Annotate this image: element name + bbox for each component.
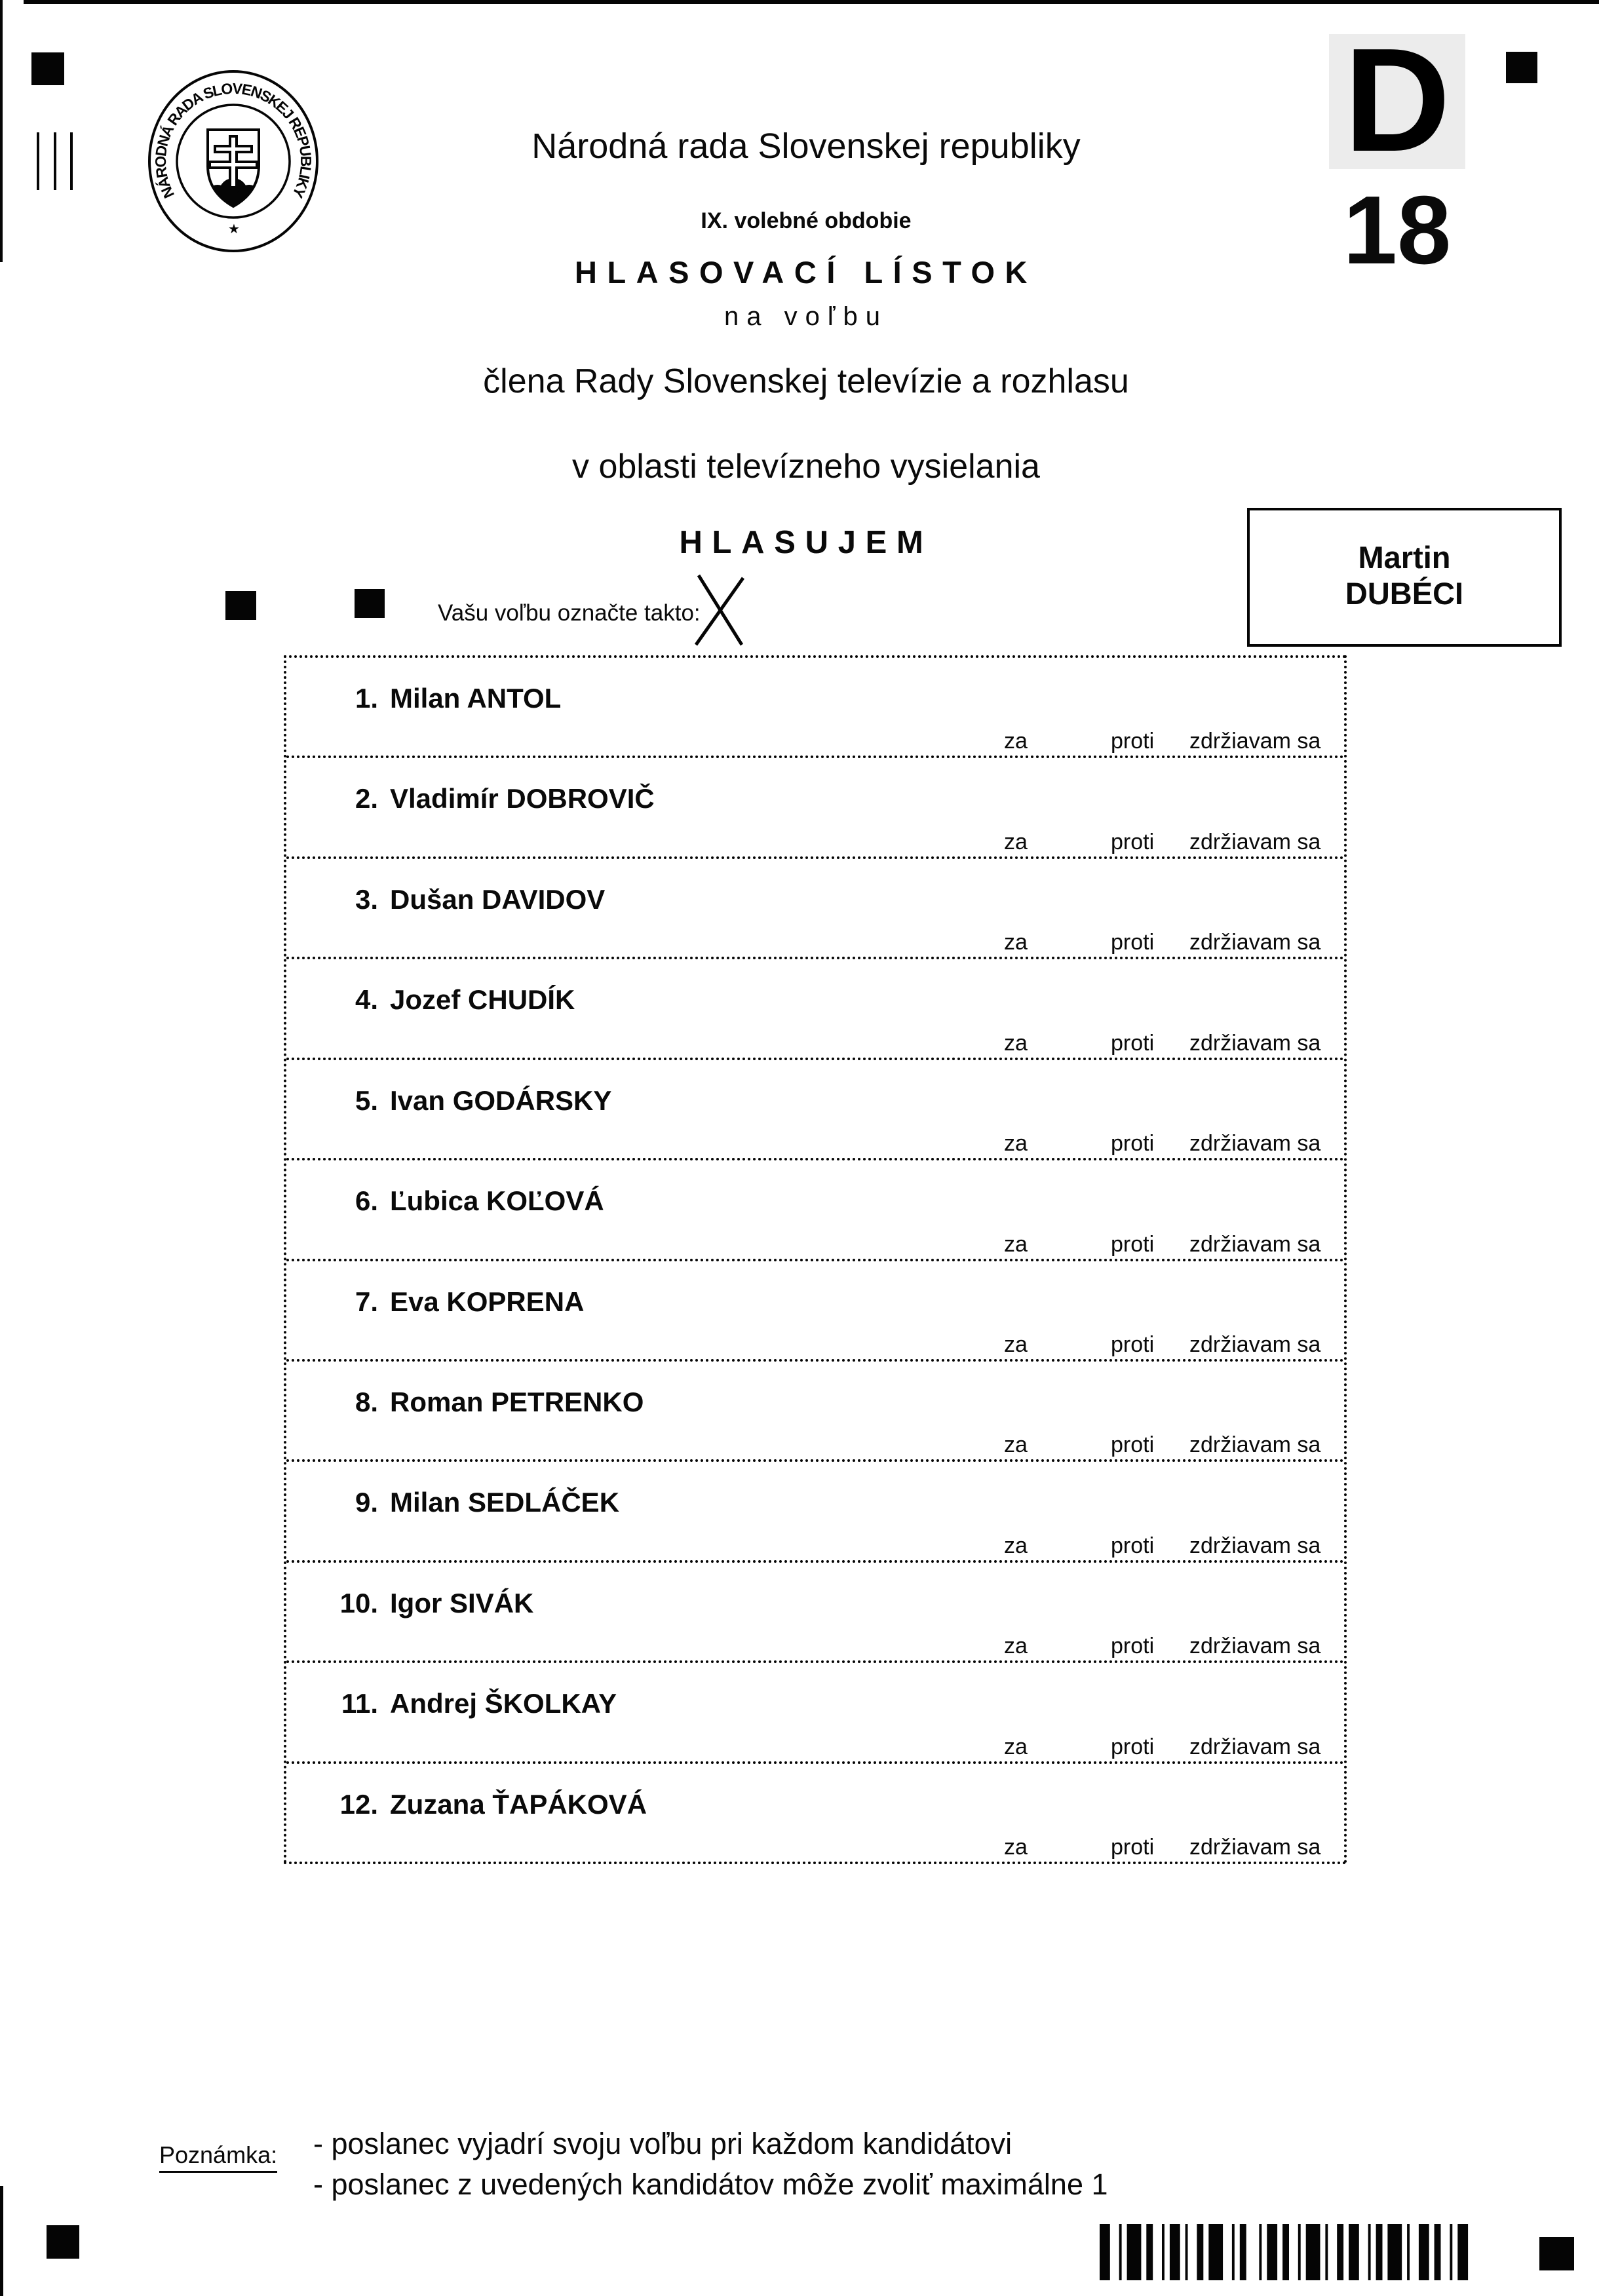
vote-option-proti: proti	[1111, 1030, 1155, 1056]
org-title: Národná rada Slovenskej republiky	[531, 126, 1081, 166]
vote-option-zdrziavam-sa: zdržiavam sa	[1189, 1331, 1321, 1357]
candidate-row	[286, 1563, 1344, 1663]
candidate-number: 5.	[355, 1084, 378, 1116]
candidate-name: Igor SIVÁK	[390, 1587, 534, 1618]
candidate-row	[286, 1462, 1344, 1562]
candidate-row	[286, 1663, 1344, 1763]
candidate-name: Jozef CHUDÍK	[390, 984, 575, 1016]
candidate-number: 9.	[355, 1487, 378, 1518]
vote-option-proti: proti	[1111, 930, 1155, 955]
candidate-name: Milan ANTOL	[390, 683, 562, 714]
scan-edge-left-bottom	[0, 2186, 3, 2296]
ballot-subtitle: na voľbu	[723, 302, 888, 331]
vote-option-za: za	[1004, 1331, 1028, 1357]
candidate-row	[286, 1160, 1344, 1261]
tally-line-1	[37, 132, 39, 190]
candidate-name: Ivan GODÁRSKY	[390, 1084, 612, 1116]
candidate-name: Eva KOPRENA	[390, 1286, 585, 1317]
vote-option-za: za	[1004, 829, 1028, 854]
note-label: Poznámka:	[159, 2141, 277, 2173]
candidate-number: 4.	[355, 984, 378, 1016]
candidate-row	[286, 959, 1344, 1060]
vote-option-za: za	[1004, 1030, 1028, 1056]
vote-option-za: za	[1004, 1231, 1028, 1257]
candidate-number: 3.	[355, 883, 378, 915]
voter-first-name: Martin	[1358, 540, 1451, 575]
vote-option-zdrziavam-sa: zdržiavam sa	[1189, 1835, 1321, 1860]
ballot-code-number: 18	[1343, 176, 1452, 284]
vote-option-za: za	[1004, 930, 1028, 955]
vote-option-zdrziavam-sa: zdržiavam sa	[1189, 829, 1321, 854]
tally-line-3	[70, 132, 73, 190]
scan-edge-top	[24, 0, 1599, 4]
vote-heading: HLASUJEM	[679, 525, 933, 560]
candidate-number: 1.	[355, 683, 378, 714]
candidate-number: 10.	[339, 1587, 378, 1618]
vote-option-za: za	[1004, 1432, 1028, 1458]
candidate-row	[286, 1362, 1344, 1462]
vote-option-zdrziavam-sa: zdržiavam sa	[1189, 1131, 1321, 1157]
mark-instruction: Vašu voľbu označte takto:	[438, 600, 701, 626]
candidate-number: 2.	[355, 783, 378, 814]
vote-option-za: za	[1004, 1131, 1028, 1157]
x-mark-icon	[689, 571, 750, 649]
registration-square-bottom-left	[47, 2225, 79, 2259]
vote-option-zdrziavam-sa: zdržiavam sa	[1189, 1432, 1321, 1458]
candidate-name: Milan SEDLÁČEK	[390, 1487, 620, 1518]
note-line-1: - poslanec vyjadrí svoju voľbu pri každom kandidátovi	[313, 2127, 1012, 2160]
vote-option-proti: proti	[1111, 1131, 1155, 1157]
ballot-code-letter: D	[1329, 34, 1465, 169]
registration-square-top-right	[1506, 52, 1537, 83]
vote-option-za: za	[1004, 1533, 1028, 1558]
candidate-row	[286, 658, 1344, 758]
vote-option-proti: proti	[1111, 1231, 1155, 1257]
vote-option-proti: proti	[1111, 1835, 1155, 1860]
candidate-row	[286, 1261, 1344, 1362]
tally-line-2	[54, 132, 56, 190]
vote-option-za: za	[1004, 1835, 1028, 1860]
vote-option-zdrziavam-sa: zdržiavam sa	[1189, 1030, 1321, 1056]
candidate-name: Zuzana ŤAPÁKOVÁ	[390, 1788, 647, 1820]
vote-option-proti: proti	[1111, 1331, 1155, 1357]
subject-line-1: člena Rady Slovenskej televízie a rozhlasu	[483, 362, 1129, 400]
candidate-number: 7.	[355, 1286, 378, 1317]
vote-option-zdrziavam-sa: zdržiavam sa	[1189, 1533, 1321, 1558]
registration-square-mid-2	[355, 589, 385, 618]
vote-option-proti: proti	[1111, 1634, 1155, 1659]
vote-option-zdrziavam-sa: zdržiavam sa	[1189, 1634, 1321, 1659]
seal-text: NÁRODNÁ RADA SLOVENSKEJ REPUBLIKY	[151, 79, 315, 202]
candidate-row	[286, 1764, 1344, 1862]
vote-option-proti: proti	[1111, 729, 1155, 754]
candidate-row	[286, 859, 1344, 959]
registration-square-top-left	[31, 52, 64, 85]
vote-option-za: za	[1004, 1634, 1028, 1659]
candidate-list	[284, 655, 1347, 1864]
candidate-name: Dušan DAVIDOV	[390, 883, 606, 915]
registration-square-mid-1	[225, 591, 256, 620]
registration-square-bottom-right	[1539, 2237, 1574, 2270]
vote-option-zdrziavam-sa: zdržiavam sa	[1189, 729, 1321, 754]
vote-option-proti: proti	[1111, 1734, 1155, 1759]
vote-option-proti: proti	[1111, 1432, 1155, 1458]
vote-option-proti: proti	[1111, 829, 1155, 854]
barcode	[1100, 2224, 1473, 2282]
scan-edge-left-top	[0, 0, 3, 262]
candidate-row	[286, 758, 1344, 858]
note-line-2: - poslanec z uvedených kandidátov môže zvoliť maximálne 1	[313, 2168, 1108, 2201]
subject-line-2: v oblasti televízneho vysielania	[572, 448, 1040, 486]
candidate-name: Vladimír DOBROVIČ	[390, 783, 655, 814]
voter-name-box	[1247, 508, 1562, 647]
candidate-name: Ľubica KOĽOVÁ	[390, 1185, 604, 1217]
candidate-name: Andrej ŠKOLKAY	[390, 1688, 617, 1719]
vote-option-za: za	[1004, 729, 1028, 754]
vote-option-proti: proti	[1111, 1533, 1155, 1558]
candidate-row	[286, 1060, 1344, 1160]
candidate-number: 12.	[339, 1788, 378, 1820]
candidate-number: 6.	[355, 1185, 378, 1217]
vote-option-zdrziavam-sa: zdržiavam sa	[1189, 930, 1321, 955]
ballot-title: HLASOVACÍ LÍSTOK	[575, 255, 1037, 290]
vote-option-zdrziavam-sa: zdržiavam sa	[1189, 1734, 1321, 1759]
vote-option-za: za	[1004, 1734, 1028, 1759]
vote-option-zdrziavam-sa: zdržiavam sa	[1189, 1231, 1321, 1257]
candidate-number: 8.	[355, 1386, 378, 1417]
candidate-name: Roman PETRENKO	[390, 1386, 644, 1417]
seal-star-icon: ★	[228, 222, 240, 237]
election-term: IX. volebné obdobie	[701, 208, 912, 233]
voter-last-name: DUBÉCI	[1345, 576, 1464, 611]
candidate-number: 11.	[341, 1688, 378, 1719]
